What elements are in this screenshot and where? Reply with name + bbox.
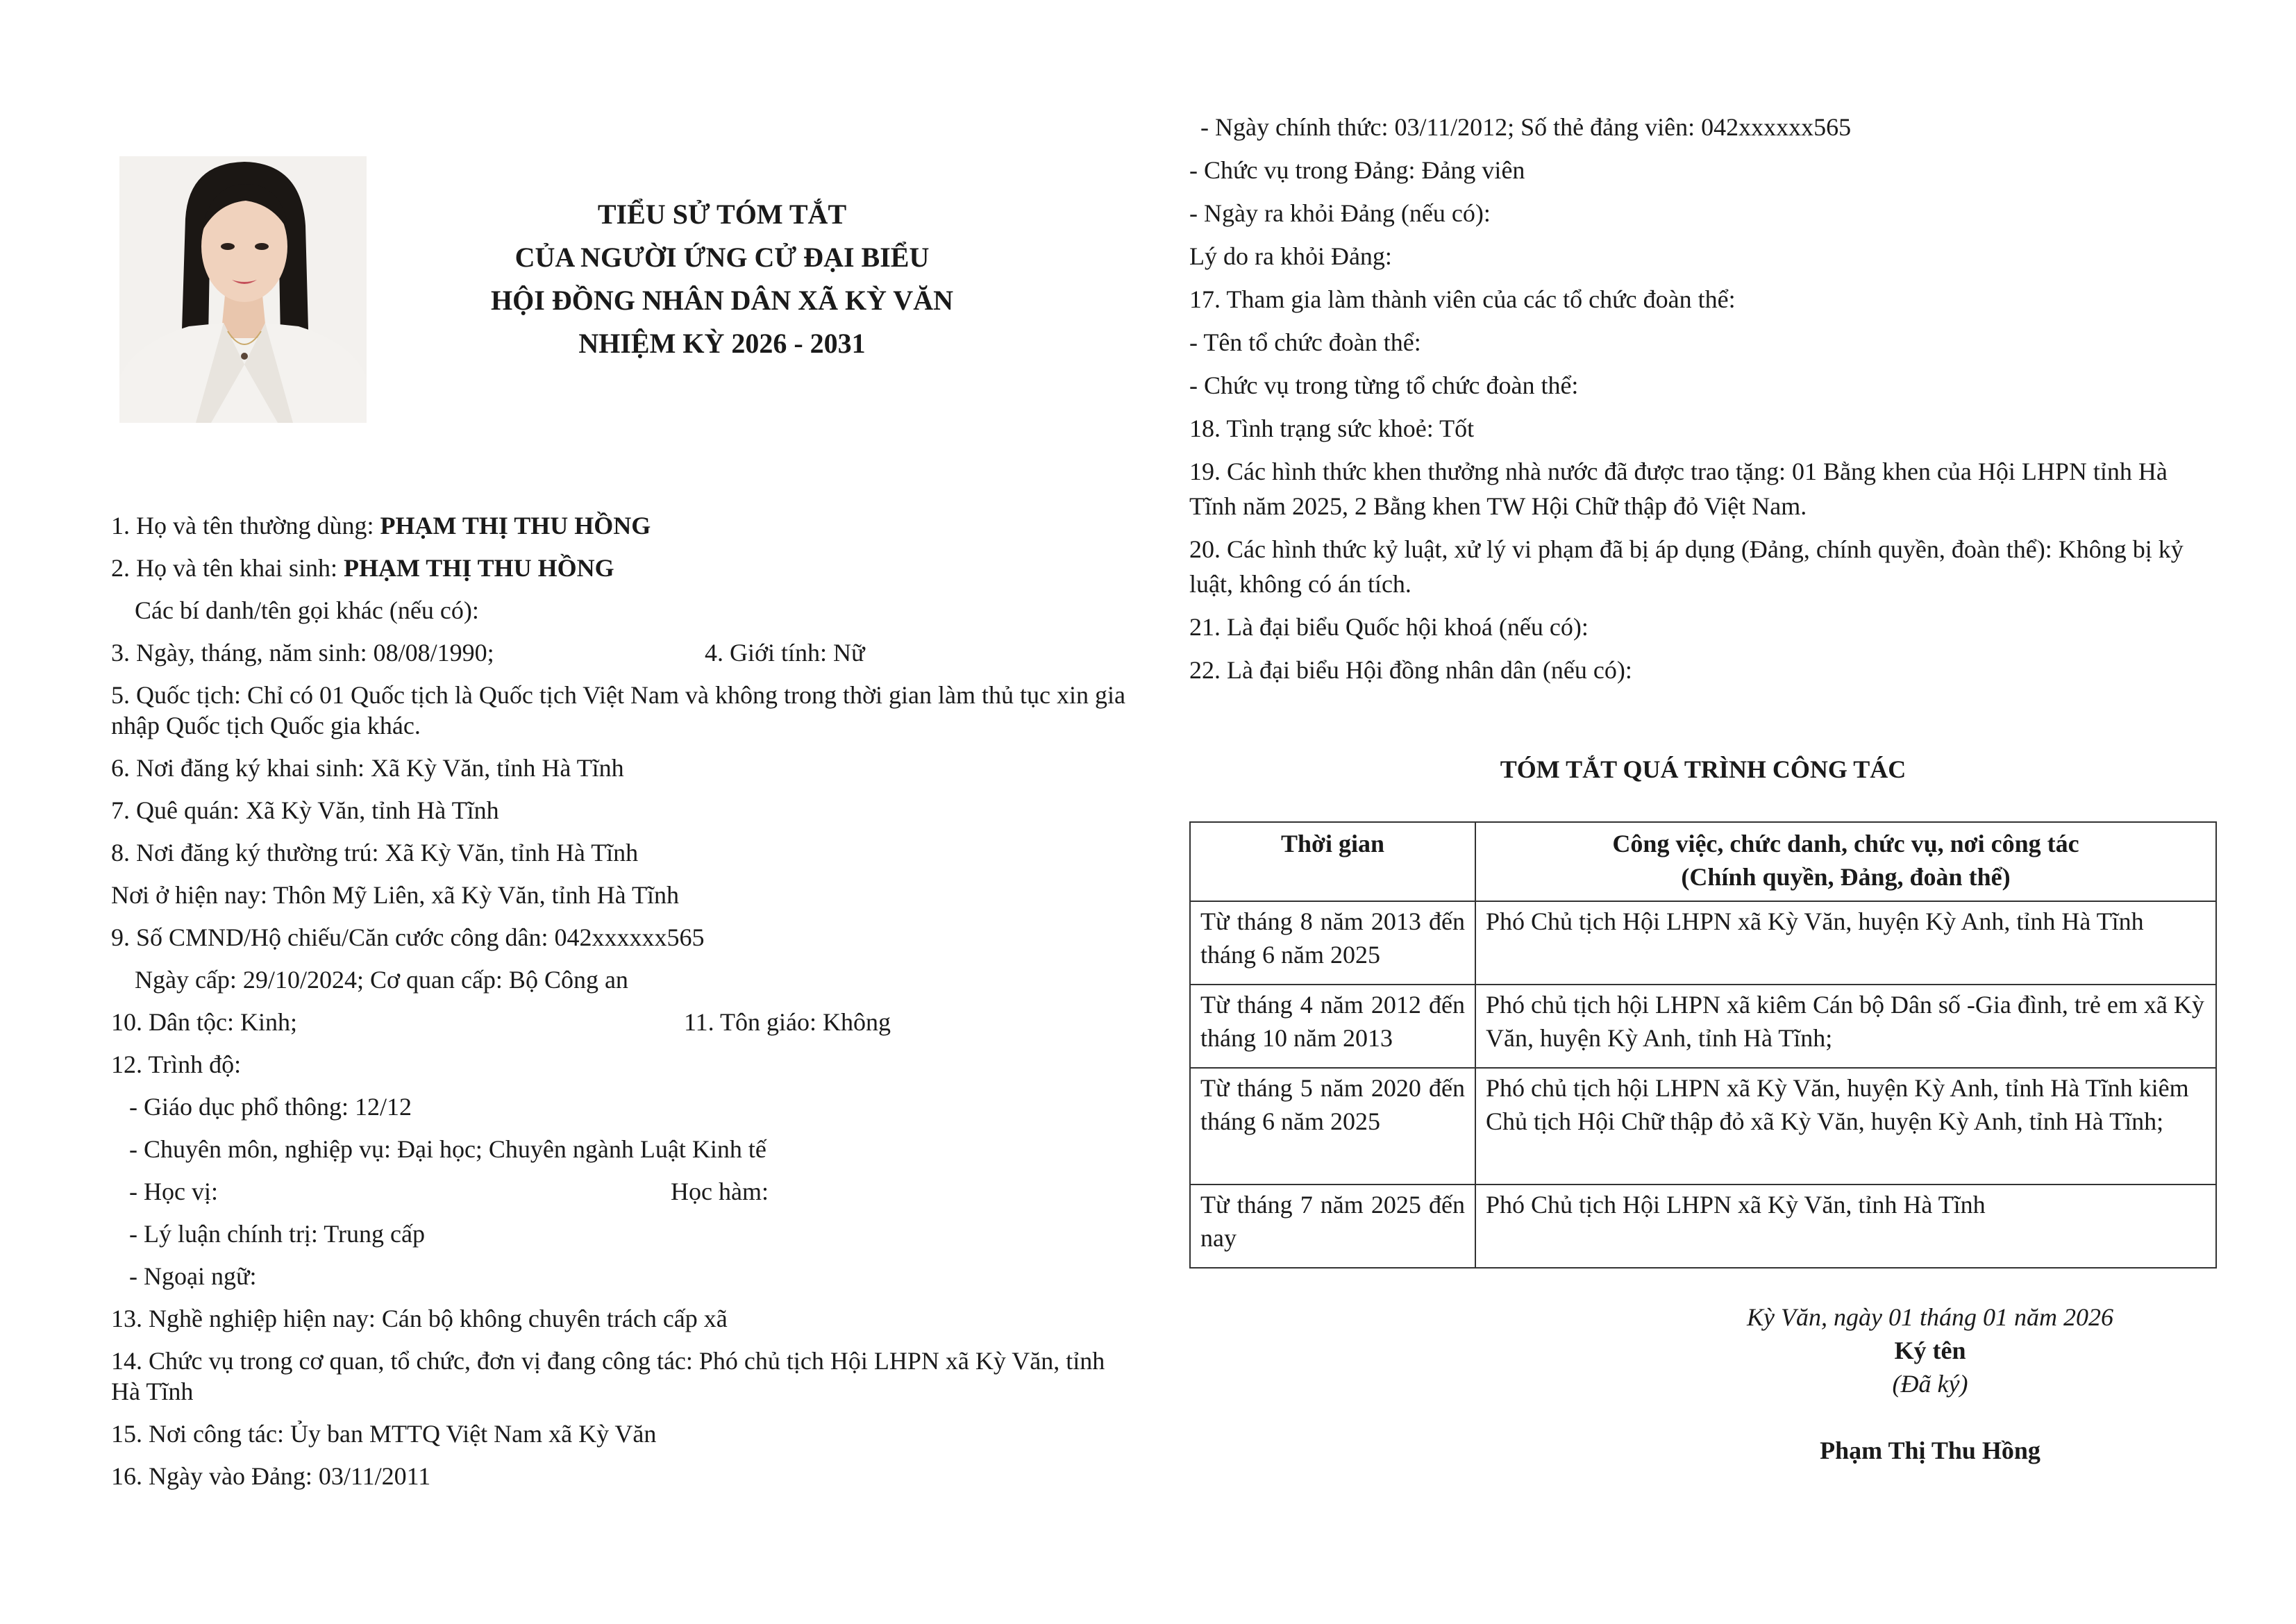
field-current-residence: Nơi ở hiện nay: Thôn Mỹ Liên, xã Kỳ Văn, tỉnh Hà Tĩnh <box>111 881 679 909</box>
field-foreign-language: - Ngoại ngữ: <box>129 1262 257 1290</box>
field-birth-registration: 6. Nơi đăng ký khai sinh: Xã Kỳ Văn, tỉnh Hà Tĩnh <box>111 754 624 782</box>
field-gender: 4. Giới tính: Nữ <box>705 639 865 667</box>
signature-status: (Đã ký) <box>1892 1370 1968 1398</box>
work-history-title: TÓM TẮT QUÁ TRÌNH CÔNG TÁC <box>1500 755 1907 783</box>
field-party-join-date: 16. Ngày vào Đảng: 03/11/2011 <box>111 1462 431 1490</box>
field-ethnicity-religion <box>111 1007 1132 1037</box>
title-line-4: NHIỆM KỲ 2026 - 2031 <box>578 328 866 359</box>
field-organization-role: - Chức vụ trong từng tổ chức đoàn thể: <box>1189 371 1579 399</box>
field-general-education: - Giáo dục phổ thông: 12/12 <box>129 1093 412 1121</box>
field-education-heading: 12. Trình độ: <box>111 1050 242 1078</box>
field-peoples-council: 22. Là đại biểu Hội đồng nhân dân (nếu có): <box>1189 656 1632 684</box>
field-political-theory: - Lý luận chính trị: Trung cấp <box>129 1220 425 1248</box>
field-dob: 3. Ngày, tháng, năm sinh: 08/08/1990; <box>111 639 494 667</box>
field-position: 14. Chức vụ trong cơ quan, tổ chức, đơn vị đang công tác: Phó chủ tịch Hội LHPN xã Kỳ Văn, tỉnh Hà Tĩnh <box>111 1347 1105 1405</box>
title-line-1: TIỂU SỬ TÓM TẮT <box>597 199 847 230</box>
field-party-official-date: - Ngày chính thức: 03/11/2012; Số thẻ đảng viên: 042xxxxxx565 <box>1200 113 1852 141</box>
field-hometown: 7. Quê quán: Xã Kỳ Văn, tỉnh Hà Tĩnh <box>111 796 499 824</box>
row-desc: Phó chủ tịch hội LHPN xã Kỳ Văn, huyện Kỳ Anh, tỉnh Hà Tĩnh kiêm Chủ tịch Hội Chữ thập đỏ xã Kỳ Văn, huyện Kỳ Anh, tỉnh Hà Tĩnh; <box>1475 1068 2216 1184</box>
field-ethnicity: 10. Dân tộc: Kinh; <box>111 1008 297 1036</box>
field-degree-title <box>111 1176 1132 1207</box>
table-row <box>1190 1068 2216 1184</box>
field-organization-name: - Tên tổ chức đoàn thể: <box>1189 328 1421 356</box>
field-academic-title: Học hàm: <box>671 1178 769 1205</box>
signature-place-date: Kỳ Văn, ngày 01 tháng 01 năm 2026 <box>1747 1303 2113 1331</box>
table-row <box>1190 901 2216 985</box>
table-row <box>1190 1184 2216 1268</box>
field-national-assembly: 21. Là đại biểu Quốc hội khoá (nếu có): <box>1189 613 1589 641</box>
field-permanent-residence: 8. Nơi đăng ký thường trú: Xã Kỳ Văn, tỉnh Hà Tĩnh <box>111 839 639 867</box>
field-degree: - Học vị: <box>129 1178 218 1205</box>
field-discipline: 20. Các hình thức kỷ luật, xử lý vi phạm đã bị áp dụng (Đảng, chính quyền, đoàn thể): Không bị kỷ luật, không có án tích. <box>1189 535 2184 598</box>
field-birth-name: 2. Họ và tên khai sinh: PHẠM THỊ THU HỒNG <box>111 554 614 582</box>
row-time: Từ tháng 4 năm 2012 đến tháng 10 năm 2013 <box>1190 985 1475 1068</box>
right-column <box>1189 110 2217 696</box>
signature-block <box>1618 1300 2243 1467</box>
field-organizations: 17. Tham gia làm thành viên của các tổ chức đoàn thể: <box>1189 285 1736 313</box>
title-line-3: HỘI ĐỒNG NHÂN DÂN XÃ KỲ VĂN <box>491 285 953 316</box>
field-occupation: 13. Nghề nghiệp hiện nay: Cán bộ không chuyên trách cấp xã <box>111 1305 728 1332</box>
field-party-position: - Chức vụ trong Đảng: Đảng viên <box>1189 156 1525 184</box>
signature-label: Ký tên <box>1894 1337 1966 1364</box>
row-desc: Phó chủ tịch hội LHPN xã kiêm Cán bộ Dân số -Gia đình, trẻ em xã Kỳ Văn, huyện Kỳ Anh, tỉnh Hà Tĩnh; <box>1475 985 2216 1068</box>
document-title <box>410 193 1034 365</box>
field-dob-gender <box>111 637 1132 668</box>
field-party-leave-reason: Lý do ra khỏi Đảng: <box>1189 242 1392 270</box>
field-health: 18. Tình trạng sức khoẻ: Tốt <box>1189 415 1475 442</box>
row-desc: Phó Chủ tịch Hội LHPN xã Kỳ Văn, huyện Kỳ Anh, tỉnh Hà Tĩnh <box>1475 901 2216 985</box>
field-id-issue: Ngày cấp: 29/10/2024; Cơ quan cấp: Bộ Công an <box>135 966 628 994</box>
field-religion: 11. Tôn giáo: Không <box>684 1008 891 1036</box>
signer-name: Phạm Thị Thu Hồng <box>1820 1437 2041 1464</box>
row-desc: Phó Chủ tịch Hội LHPN xã Kỳ Văn, tỉnh Hà Tĩnh <box>1475 1184 2216 1268</box>
field-workplace: 15. Nơi công tác: Ủy ban MTTQ Việt Nam xã Kỳ Văn <box>111 1420 657 1448</box>
work-history-table <box>1189 821 2217 1269</box>
portrait-illustration <box>119 156 367 423</box>
row-time: Từ tháng 5 năm 2020 đến tháng 6 năm 2025 <box>1190 1068 1475 1184</box>
birth-name-value: PHẠM THỊ THU HỒNG <box>343 554 614 582</box>
field-party-leave-date: - Ngày ra khỏi Đảng (nếu có): <box>1189 199 1491 227</box>
field-id-number: 9. Số CMND/Hộ chiếu/Căn cước công dân: 042xxxxxx565 <box>111 923 705 951</box>
field-awards: 19. Các hình thức khen thưởng nhà nước đã được trao tặng: 01 Bằng khen của Hội LHPN tỉnh Hà Tĩnh năm 2025, 2 Bằng khen TW Hội Chữ thập đỏ Việt Nam. <box>1189 458 2168 520</box>
field-specialization: - Chuyên môn, nghiệp vụ: Đại học; Chuyên ngành Luật Kinh tế <box>129 1135 766 1163</box>
table-row <box>1190 985 2216 1068</box>
field-common-name: 1. Họ và tên thường dùng: PHẠM THỊ THU HỒNG <box>111 512 651 539</box>
field-aliases: Các bí danh/tên gọi khác (nếu có): <box>135 596 479 624</box>
left-column <box>111 510 1132 1503</box>
title-line-2: CỦA NGƯỜI ỨNG CỬ ĐẠI BIỂU <box>514 242 930 273</box>
table-header-row <box>1190 822 2216 901</box>
portrait-photo-icon <box>119 156 367 423</box>
row-time: Từ tháng 8 năm 2013 đến tháng 6 năm 2025 <box>1190 901 1475 985</box>
row-time: Từ tháng 7 năm 2025 đến nay <box>1190 1184 1475 1268</box>
header-time: Thời gian <box>1190 822 1475 901</box>
common-name-value: PHẠM THỊ THU HỒNG <box>380 512 651 539</box>
header-job: Công việc, chức danh, chức vụ, nơi công tác (Chính quyền, Đảng, đoàn thể) <box>1475 822 2216 901</box>
field-nationality: 5. Quốc tịch: Chỉ có 01 Quốc tịch là Quốc tịch Việt Nam và không trong thời gian làm thủ tục xin gia nhập Quốc tịch Quốc gia khác. <box>111 681 1125 739</box>
